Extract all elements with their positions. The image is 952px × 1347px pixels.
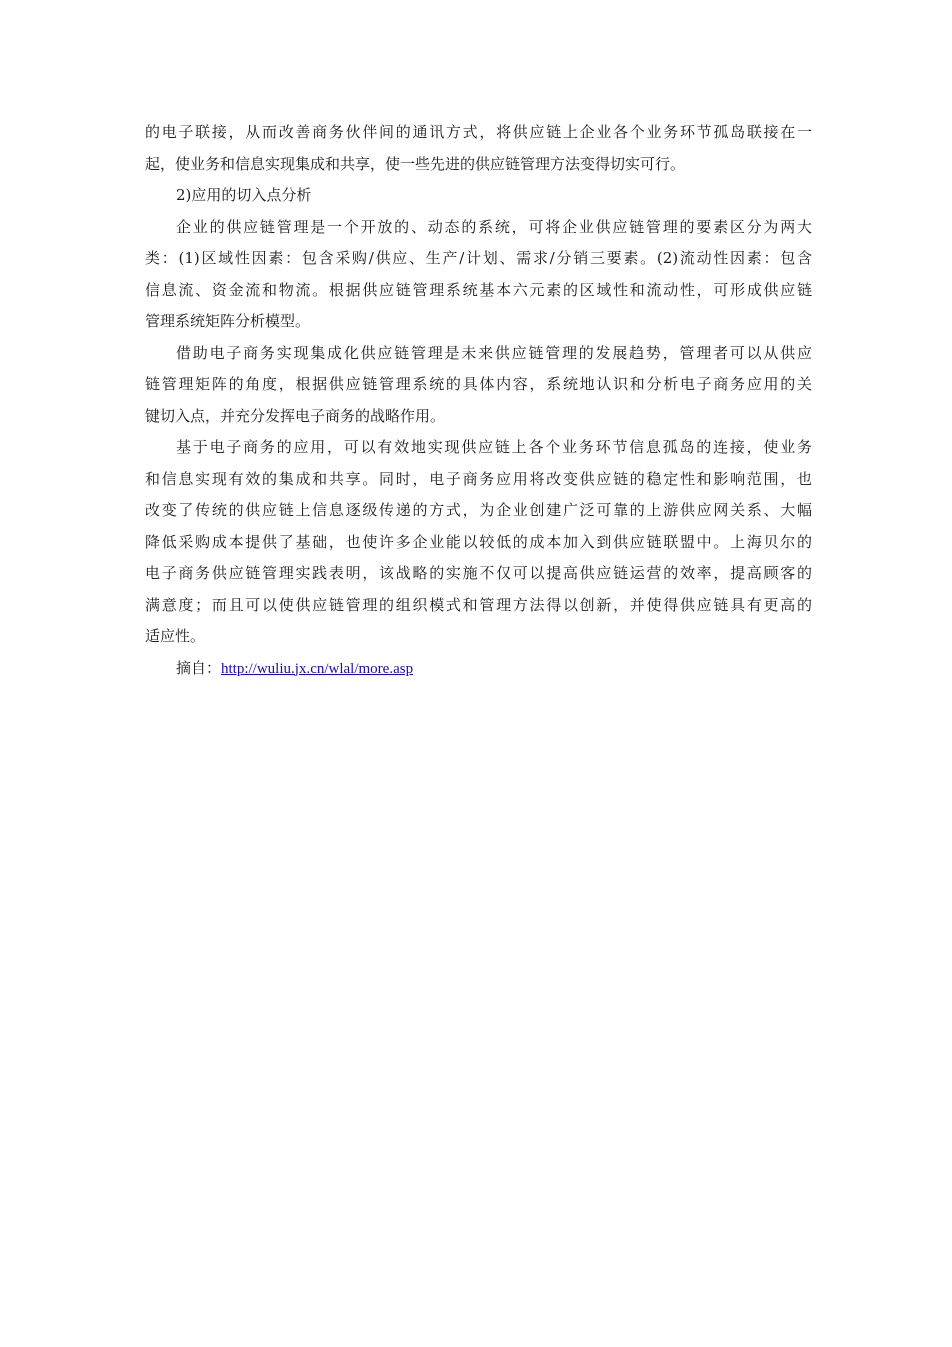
paragraph-intro [145,117,812,180]
source-citation [145,653,812,685]
text-line: 和信息实现有效的集成和共享。同时，电子商务应用将改变供应链的稳定性和影响范围，也 [145,469,812,488]
text-line: 管理系统矩阵分析模型。 [145,312,311,330]
text-line: 企业的供应链管理是一个开放的、动态的系统，可将企业供应链管理的要素区分为两大 [176,217,812,236]
text-line: 借助电子商务实现集成化供应链管理是未来供应链管理的发展趋势，管理者可以从供应 [176,343,812,362]
text-line: 起，使业务和信息实现集成和共享，使一些先进的供应链管理方法变得切实可行。 [145,154,686,173]
paragraph-benefits [145,432,812,653]
text-line: 链管理矩阵的角度，根据供应链管理系统的具体内容，系统地认识和分析电子商务应用的关 [145,375,812,393]
source-link[interactable]: http://wuliu.jx.cn/wlal/more.asp [221,660,414,677]
text-line: 基于电子商务的应用，可以有效地实现供应链上各个业务环节信息孤岛的连接，使业务 [176,438,812,456]
text-line: 类：(1)区域性因素：包含采购/供应、生产/计划、需求/分销三要素。(2)流动性因素：包含 [145,249,812,267]
text-line: 信息流、资金流和物流。根据供应链管理系统基本六元素的区域性和流动性，可形成供应链 [145,280,812,299]
section-heading [145,180,812,212]
section-heading-text: 2)应用的切入点分析 [176,186,312,204]
text-line: 满意度；而且可以使供应链管理的组织模式和管理方法得以创新，并使得供应链具有更高的 [145,595,812,614]
paragraph-factors [145,212,812,338]
text-line: 电子商务供应链管理实践表明，该战略的实施不仅可以提高供应链运营的效率，提高顾客的 [145,564,812,582]
text-line: 改变了传统的供应链上信息逐级传递的方式，为企业创建广泛可靠的上游供应网关系、大幅 [145,501,812,519]
document-body [145,117,812,684]
text-line: 降低采购成本提供了基础，也使许多企业能以较低的成本加入到供应链联盟中。上海贝尔的 [145,532,812,551]
source-label: 摘自： [176,658,222,677]
text-line: 适应性。 [145,627,206,645]
paragraph-integration [145,338,812,433]
text-line: 键切入点，并充分发挥电子商务的战略作用。 [145,406,446,425]
text-line: 的电子联接，从而改善商务伙伴间的通讯方式，将供应链上企业各个业务环节孤岛联接在一 [145,123,812,141]
